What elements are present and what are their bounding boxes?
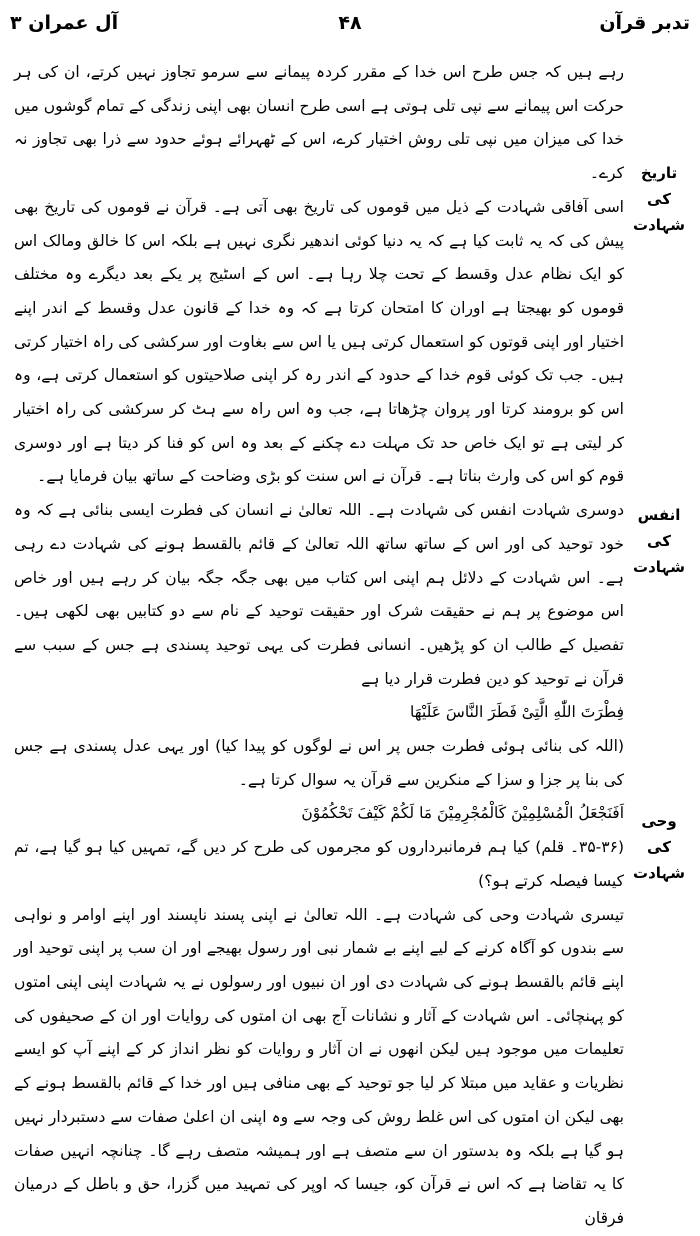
side-heading-line: شہادت [633, 216, 685, 234]
side-heading-line: وحی کی [641, 812, 677, 856]
quran-verse: فِطْرَتَ اللّٰهِ الَّتِیْ فَطَرَ النَّاسَ عَلَیْهَا [410, 703, 624, 722]
side-heading-revelation [628, 808, 690, 886]
paragraph: (اللہ کی بنائی ہوئی فطرت جس پر اس نے لوگوں کو پیدا کیا) اور یہی عدل پسندی ہے جس کی بنا پر جزا و سزا کے منکرین سے قرآن یہ سوال کرتا ہے۔ [14, 737, 624, 789]
side-heading-line: شہادت [633, 558, 685, 576]
quran-verse: اَفَنَجْعَلُ الْمُسْلِمِیْنَ كَالْمُجْرِمِیْنَ مَا لَكُمْ كَیْفَ تَحْكُمُوْنَ [301, 804, 624, 823]
paragraph: (۳۵-۳۶۔ قلم) کیا ہم فرمانبرداروں کو مجرموں کی طرح کر دیں گے، تمہیں کیا ہو گیا ہے، تم کیسا فیصلہ کرتے ہو؟) [14, 838, 624, 890]
paragraph: اسی آفاقی شہادت کے ذیل میں قوموں کی تاریخ بھی آتی ہے۔ قرآن نے قوموں کی تاریخ بھی پیش کی کہ یہ ثابت کیا ہے کہ یہ دنیا کوئی اندھیر نگری نہیں ہے بلکہ اس کا خالق ومالک اس کو ایک نظام عدل وقسط کے تحت چلا رہا ہے۔ اس کے اسٹیج پر یکے بعد دیگرے وہ مختلف قوموں کو بھیجتا ہے اوران کا امتحان کرتا ہے کہ وہ خدا کے قانون عدل وقسط کے اندر اپنے اختیار اور اپنی قوتوں کو استعمال کرتی ہیں یا اس سے بغاوت اور سرکشی کی راہ اختیار کرتی ہیں۔ جب تک کوئی قوم خدا کے حدود کے اندر رہ کر اپنی صلاحیتوں کو استعمال کرتی ہے، وہ اس کو برومند کرتا اور پروان چڑھاتا ہے، جب وہ اس راہ سے ہٹ کر سرکشی کی راہ اختیار کر لیتی ہے تو ایک خاص حد تک مہلت دے چکنے کے بعد وہ اس کو فنا کر دیتا ہے اور دوسری قوم کو اس کی وارث بناتا ہے۔ قرآن نے اس سنت کو بڑی وضاحت کے ساتھ بیان فرمایا ہے۔ [14, 197, 624, 486]
page-body [14, 56, 624, 1236]
side-heading-line: تاریخ کی [640, 164, 678, 208]
side-heading-line: شہادت [633, 864, 685, 882]
paragraph: تیسری شہادت وحی کی شہادت ہے۔ اللہ تعالیٰ نے اپنی پسند ناپسند اور اپنے اوامر و نواہی سے بندوں کو آگاہ کرنے کے لیے اپنے بے شمار نبی اور رسول بھیجے اور ان سب پر اپنی توحید اور اپنے قائم بالقسط ہونے کی شہادت دی اور ان نبیوں اور رسولوں نے یہ شہادت اپنی اپنی امتوں کو پہنچائی۔ اس شہادت کے آثار و نشانات آج بھی ان امتوں کی روایات اور ان کے صحیفوں کی تعلیمات میں موجود ہیں لیکن انھوں نے ان آثار و روایات کو نظر انداز کر کے اپنے آپ کو ایسے نظریات و عقاید میں مبتلا کر لیا جو توحید کے بھی منافی ہیں اور خدا کے قائم بالقسط ہونے کے بھی لیکن ان امتوں کی اس غلط روش کی وجہ سے وہ اپنی ان اعلیٰ صفات سے دستبردار نہیں ہو گیا ہے بلکہ وہ بدستور ان سے متصف ہے اور ہمیشہ متصف رہے گا۔ چنانچہ انہیں صفات کا یہ تقاضا ہے کہ اس نے قرآن کو، جیسا کہ اوپر کی تمہید میں گزرا، حق و باطل کے درمیان فرقان [14, 905, 624, 1227]
side-heading-line: انفس کی [637, 506, 681, 550]
book-title: تدبر قرآن [599, 12, 690, 34]
side-heading-self [628, 502, 690, 580]
page-number: ۴۸ [338, 12, 362, 34]
paragraph: رہے ہیں کہ جس طرح اس خدا کے مقرر کردہ پیمانے سے سرمو تجاوز نہیں کرتے، ان کی ہر حرکت اس پیمانے سے نپی تلی ہوتی ہے اسی طرح انسان بھی اپنی زندگی کے تمام گوشوں میں خدا کی میزان میں نپی تلی روش اختیار کرے، اس کے ٹھہرائے ہوئے حدود سے ذرا بھی تجاوز نہ کرے۔ [14, 63, 624, 183]
page-header [10, 6, 690, 40]
surah-label: آل عمران ۳ [10, 12, 119, 34]
side-heading-history [628, 160, 690, 238]
paragraph: دوسری شہادت انفس کی شہادت ہے۔ اللہ تعالیٰ نے انسان کی فطرت ایسی بنائی ہے کہ وہ خود توحید کی اور اس کے ساتھ ساتھ اللہ تعالیٰ کے قائم بالقسط ہونے کی شہادت دے رہی ہے۔ اس شہادت کے دلائل ہم اپنی اس کتاب میں بھی جگہ جگہ بیان کر رہے ہیں اور خاص اس موضوع پر ہم نے حقیقت شرک اور حقیقت توحید کے نام سے دو کتابیں بھی لکھی ہیں۔ تفصیل کے طالب ان کو پڑھیں۔ انسانی فطرت کی یہی توحید پسندی ہے جس کے سبب سے قرآن نے توحید کو دین فطرت قرار دیا ہے [14, 501, 624, 688]
